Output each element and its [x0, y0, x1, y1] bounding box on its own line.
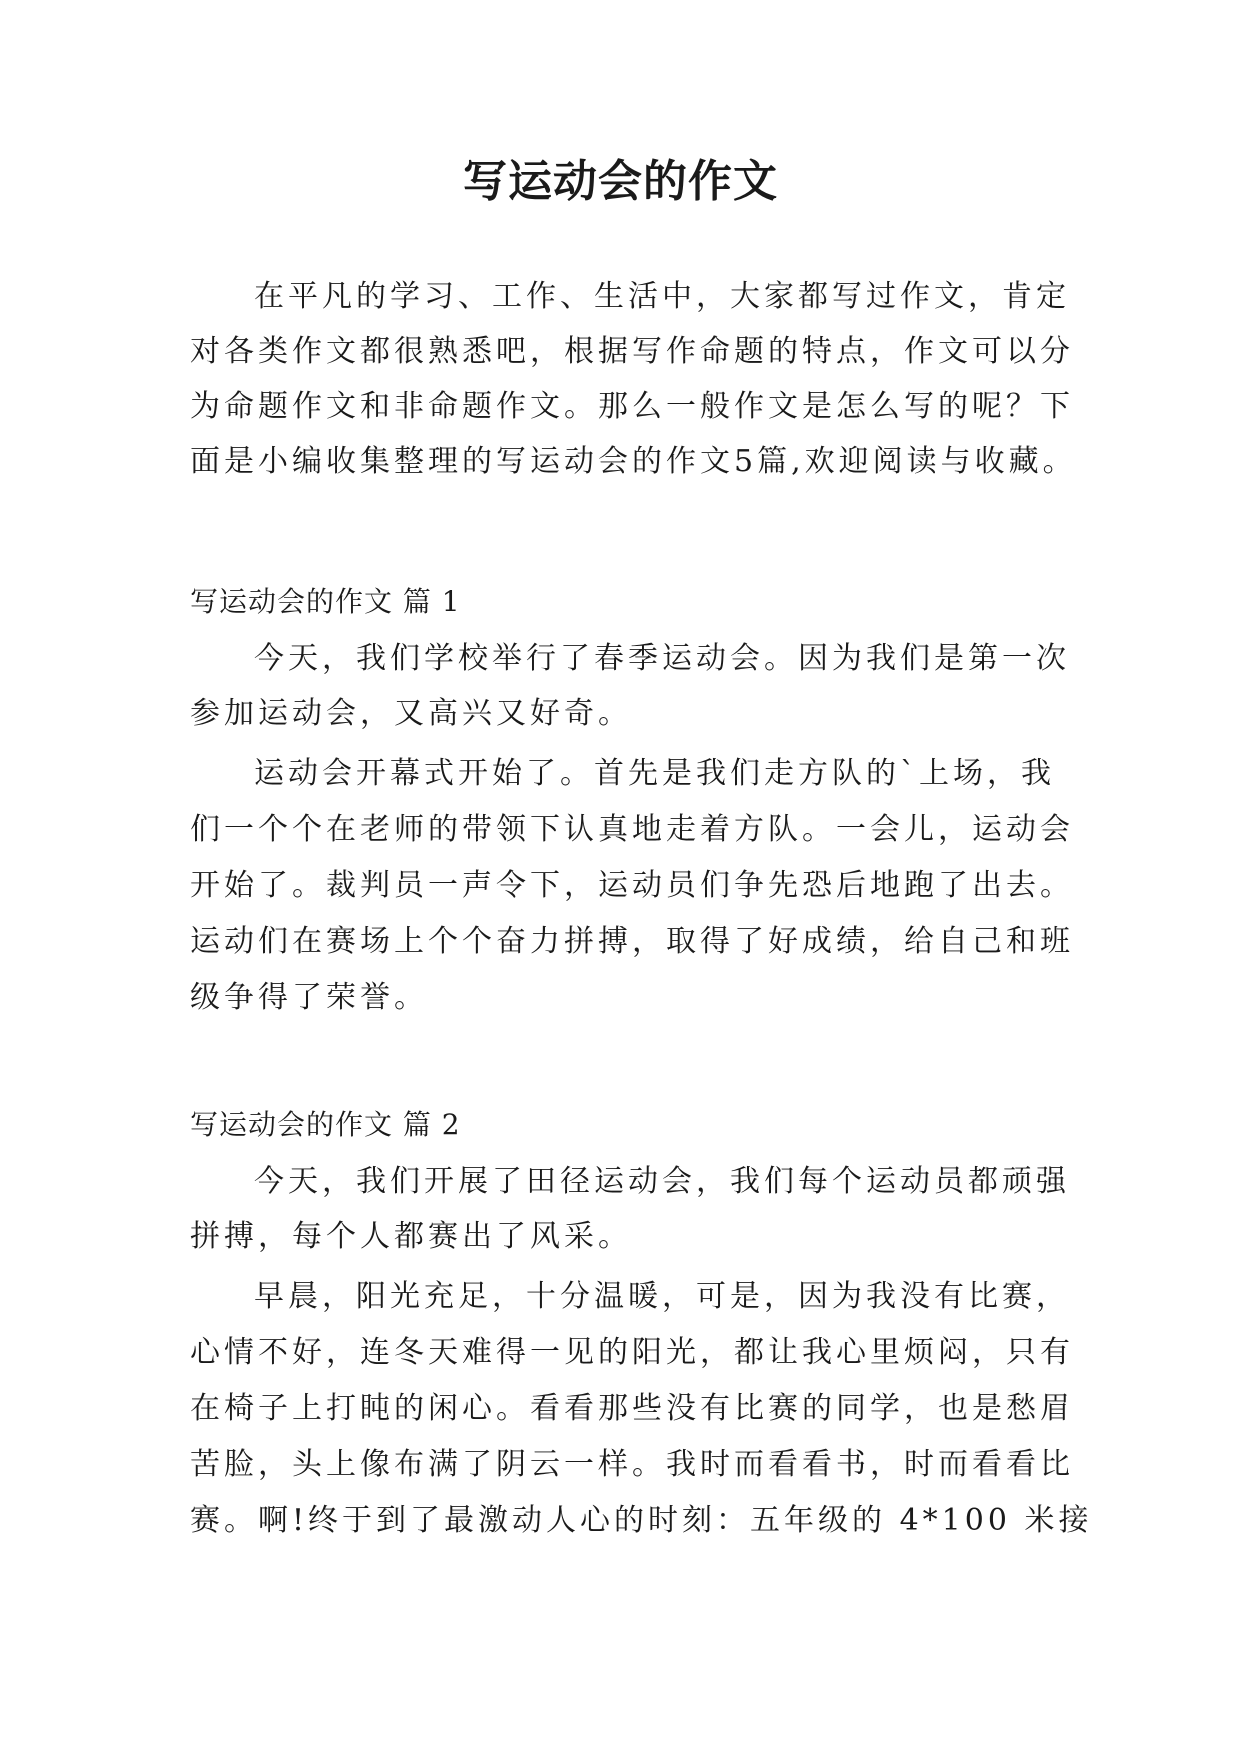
paragraph-line: 苦脸，头上像布满了阴云一样。我时而看看书，时而看看比 — [190, 1447, 1074, 1482]
document-title: 写运动会的作文 — [463, 156, 778, 207]
paragraph-line: 运动们在赛场上个个奋力拼搏，取得了好成绩，给自己和班 — [190, 924, 1074, 959]
paragraph-line: 赛。啊!终于到了最激动人心的时刻：五年级的 4*100 米接 — [190, 1503, 1093, 1538]
intro-line: 为命题作文和非命题作文。那么一般作文是怎么写的呢？下 — [190, 389, 1074, 424]
paragraph-line: 们一个个在老师的带领下认真地走着方队。一会儿，运动会 — [190, 812, 1074, 847]
section-heading: 写运动会的作文 篇 2 — [190, 1108, 461, 1141]
paragraph-line: 级争得了荣誉。 — [190, 980, 428, 1015]
paragraph-line: 参加运动会，又高兴又好奇。 — [190, 696, 632, 731]
intro-line: 在平凡的学习、工作、生活中，大家都写过作文，肯定 — [254, 279, 1070, 314]
paragraph-line: 今天，我们学校举行了春季运动会。因为我们是第一次 — [254, 641, 1070, 676]
paragraph-line: 今天，我们开展了田径运动会，我们每个运动员都顽强 — [254, 1164, 1070, 1199]
paragraph-line: 心情不好，连冬天难得一见的阳光，都让我心里烦闷，只有 — [190, 1335, 1074, 1370]
intro-line: 面是小编收集整理的写运动会的作文5篇,欢迎阅读与收藏。 — [190, 444, 1077, 479]
paragraph-line: 拼搏，每个人都赛出了风采。 — [190, 1219, 632, 1254]
paragraph-line: 运动会开幕式开始了。首先是我们走方队的`上场，我 — [254, 756, 1055, 791]
section-heading: 写运动会的作文 篇 1 — [190, 585, 461, 618]
paragraph-line: 早晨，阳光充足，十分温暖，可是，因为我没有比赛， — [254, 1279, 1070, 1314]
paragraph-line: 在椅子上打盹的闲心。看看那些没有比赛的同学，也是愁眉 — [190, 1391, 1074, 1426]
intro-line: 对各类作文都很熟悉吧，根据写作命题的特点，作文可以分 — [190, 334, 1074, 369]
paragraph-line: 开始了。裁判员一声令下，运动员们争先恐后地跑了出去。 — [190, 868, 1074, 903]
